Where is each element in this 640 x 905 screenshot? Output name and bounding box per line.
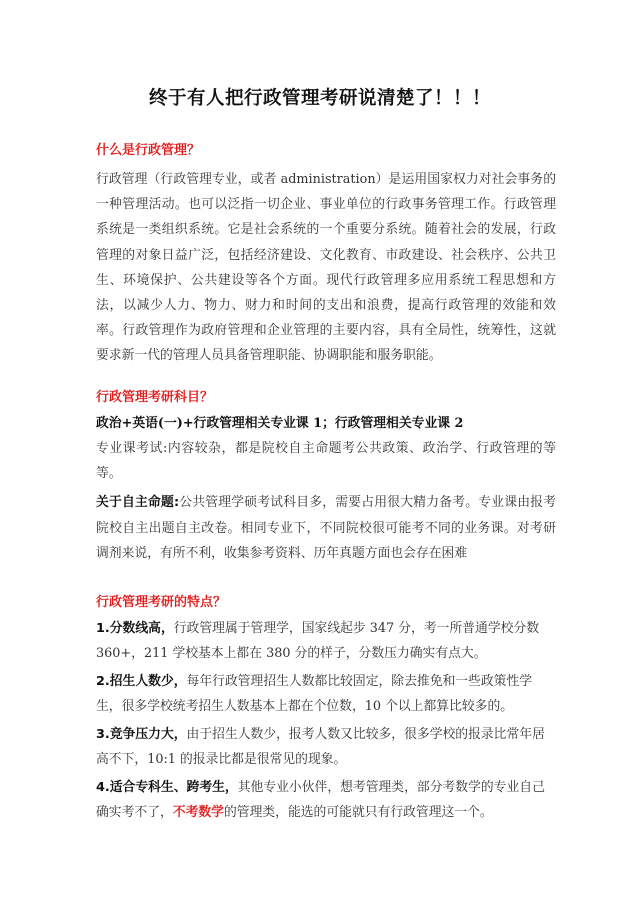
feature-label: 1.分数线高，	[96, 621, 174, 636]
feature-text: 行政管理属于管理学，国家线起步 347 分，考一所普通学校分数 360+，211 学校基本上都在 380 分的样子，分数压力确实有点大。	[96, 621, 540, 661]
feature-text: 的管理类，能选的可能就只有行政管理这一个。	[223, 804, 493, 820]
self-proposition-label: 关于自主命题:	[96, 495, 180, 511]
feature-label: 4.适合专科生、跨考生，	[96, 780, 238, 795]
exam-note: 专业课考试:内容较杂，都是院校自主命题考公共政策、政治学、行政管理的等等。	[96, 441, 556, 482]
section-features	[96, 593, 556, 825]
section-heading: 行政管理考研科目？	[96, 390, 214, 405]
section-what-is	[96, 141, 556, 369]
feature-label: 3.竞争压力大，	[96, 727, 187, 742]
feature-text: 由于招生人数少，报考人数又比较多，很多学校的报录比常年居高不下，10:1 的报录比都是很常见的现象。	[96, 727, 545, 767]
feature-item	[96, 723, 556, 772]
feature-item	[96, 776, 556, 825]
section-heading: 行政管理考研的特点？	[96, 595, 227, 610]
section-body: 行政管理（行政管理专业，或者 administration）是运用国家权力对社会事务的一种管理活动。也可以泛指一切企业、事业单位的行政事务管理工作。行政管理系统是一类组织系统。它是社会系统的一个重要分系统。随着社会的发展，行政管理的对象日益广泛，包括经济建设、文化教育、市政建设、社会秩序、公共卫生、环境保护、公共建设等各个方面。现代行政管理多应用系统工程思想和方法，以减少人力、物力、财力和时间的支出和浪费，提高行政管理的效能和效率。行政管理作为政府管理和企业管理的主要内容，具有全局性，统筹性，这就要求新一代的管理人员具备管理职能、协调职能和服务职能。	[96, 172, 556, 364]
self-proposition-note	[96, 490, 556, 566]
feature-item	[96, 617, 556, 666]
feature-text: 其他专业小伙伴，想考管理类，部分考数学的专业自己确实考不了，	[96, 780, 545, 820]
feature-text: 每年行政管理招生人数都比较固定，除去推免和一些政策性学生，很多学校统考招生人数基本上都在个位数，10 个以上都算比较多的。	[96, 674, 533, 714]
subjects-line: 政治+英语(一)+行政管理相关专业课 1；行政管理相关专业课 2	[96, 416, 464, 431]
feature-label: 2.招生人数少，	[96, 674, 187, 689]
section-heading: 什么是行政管理？	[96, 143, 201, 158]
feature-item	[96, 670, 556, 719]
highlight-text: 不考数学	[172, 804, 224, 820]
self-proposition-text: 公共管理学硕考试科目多，需要占用很大精力备考。专业课由报考院校自主出题自主改卷。相同专业下，不同院校很可能考不同的业务课。对考研调剂来说，有所不利，收集参考资料、历年真题方面也会存在困难	[96, 495, 557, 561]
section-subjects	[96, 388, 556, 566]
page-title: 终于有人把行政管理考研说清楚了！！！	[148, 88, 491, 109]
